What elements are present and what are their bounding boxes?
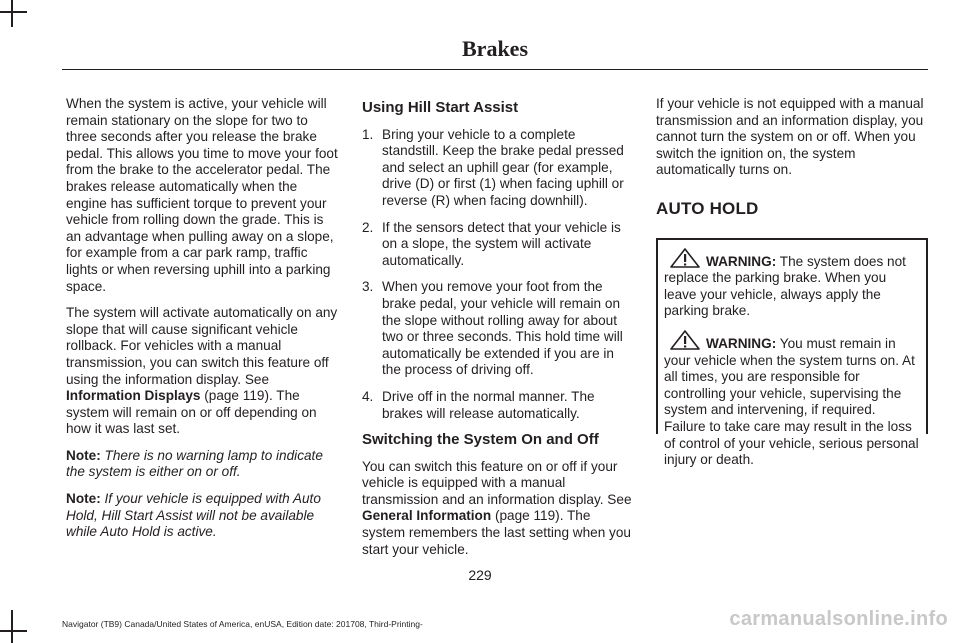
crop-mark-bottom-left-vertical: [11, 610, 13, 643]
paragraph-switching-text-end: (page 119). The system remembers the last setting when you start your vehicle.: [362, 508, 631, 557]
list-item: [362, 127, 633, 210]
paragraph-switching-text: You can switch this feature on or off if your vehicle is equipped with a manual transmission and an information display. See: [362, 458, 632, 507]
page-title: Brakes: [462, 36, 528, 61]
watermark: carmanualsonline.info: [729, 608, 948, 630]
warning-label: WARNING:: [706, 253, 777, 269]
link-general-information[interactable]: General Information: [362, 508, 492, 524]
paragraph-activation: [66, 305, 338, 438]
column-middle: [362, 96, 633, 568]
paragraph-system-active: When the system is active, your vehicle will remain stationary on the slope for two to three seconds after you release the brake pedal. This allows you time to move your foot from the brake to the accelerator pedal. The brakes release automatically when the engine has sufficient torque to prevent your vehicle from rolling down the grade. This is an advantage when pulling away on a slope, for example from a car park ramp, traffic lights or when reversing uphill into a parking space.: [66, 96, 338, 294]
warning-triangle-icon: [670, 248, 700, 268]
step-number: 3.: [362, 279, 374, 295]
steps-list: [362, 127, 633, 423]
warning-remain-in-vehicle: [664, 330, 920, 469]
step-number: 4.: [362, 388, 374, 404]
column-right: [656, 96, 928, 468]
crop-mark-top-left-horizontal: [0, 11, 27, 13]
list-item: [362, 279, 633, 379]
column-left: [66, 96, 338, 551]
warning-triangle-icon: [670, 330, 700, 350]
paragraph-switching: [362, 459, 633, 559]
warning-label: WARNING:: [706, 335, 777, 351]
paragraph-activation-text: The system will activate automatically on any slope that will cause significant vehicle rollback. For vehicles with a manual transmission, you can switch this feature off using the information display. See: [66, 305, 338, 387]
paragraph-no-manual-transmission: If your vehicle is not equipped with a manual transmission and an information display, you cannot turn the system on or off. When you switch the ignition on, the system automatically turns on.: [656, 96, 924, 178]
step-text: If the sensors detect that your vehicle is on a slope, the system will activate automatically.: [382, 219, 621, 268]
list-item: [362, 220, 633, 270]
heading-switching-system: Switching the System On and Off: [362, 431, 599, 449]
note-label: Note:: [66, 491, 101, 507]
note-warning-lamp: [66, 448, 338, 481]
page-number: 229: [468, 567, 492, 583]
warning-text: You must remain in your vehicle when the system turns on. At all times, you are responsible for controlling your vehicle, supervising the system and intervening, if required. Failure to take care may result in the loss of control of your vehicle, serious personal injury or death.: [664, 335, 919, 468]
heading-using-hill-start-assist: Using Hill Start Assist: [362, 99, 519, 116]
step-number: 2.: [362, 219, 374, 235]
warning-box: [656, 238, 928, 468]
footer-edition-info: Navigator (TB9) Canada/United States of America, enUSA, Edition date: 201708, Third-Printing-: [62, 619, 423, 629]
paragraph-activation-text-end: (page 119). The system will remain on or off depending on how it was last set.: [66, 388, 317, 437]
crop-mark-bottom-left-horizontal: [0, 630, 27, 632]
section-heading-auto-hold: AUTO HOLD: [656, 198, 759, 218]
step-text: Bring your vehicle to a complete standstill. Keep the brake pedal pressed and select an uphill gear (for example, drive (D) or first (1) when facing uphill or reverse (R) when facing downhill).: [382, 126, 624, 208]
crop-mark-top-left-vertical: [11, 0, 13, 27]
step-number: 1.: [362, 126, 374, 142]
step-text: Drive off in the normal manner. The brakes will release automatically.: [382, 388, 595, 421]
warning-text: The system does not replace the parking brake. When you leave your vehicle, always apply the parking brake.: [664, 253, 906, 319]
note-auto-hold: [66, 491, 338, 541]
warning-parking-brake: [664, 248, 920, 320]
list-item: [362, 389, 633, 422]
note-text: There is no warning lamp to indicate the system is either on or off.: [66, 447, 323, 480]
note-label: Note:: [66, 447, 101, 463]
header-rule: [62, 69, 928, 70]
link-information-displays[interactable]: Information Displays: [66, 388, 201, 404]
step-text: When you remove your foot from the brake pedal, your vehicle will remain on the slope without rolling away for about two or three seconds. This hold time will automatically be extended if you are in the process of driving off.: [382, 279, 623, 378]
note-text: If your vehicle is equipped with Auto Hold, Hill Start Assist will not be available while Auto Hold is active.: [66, 491, 321, 540]
